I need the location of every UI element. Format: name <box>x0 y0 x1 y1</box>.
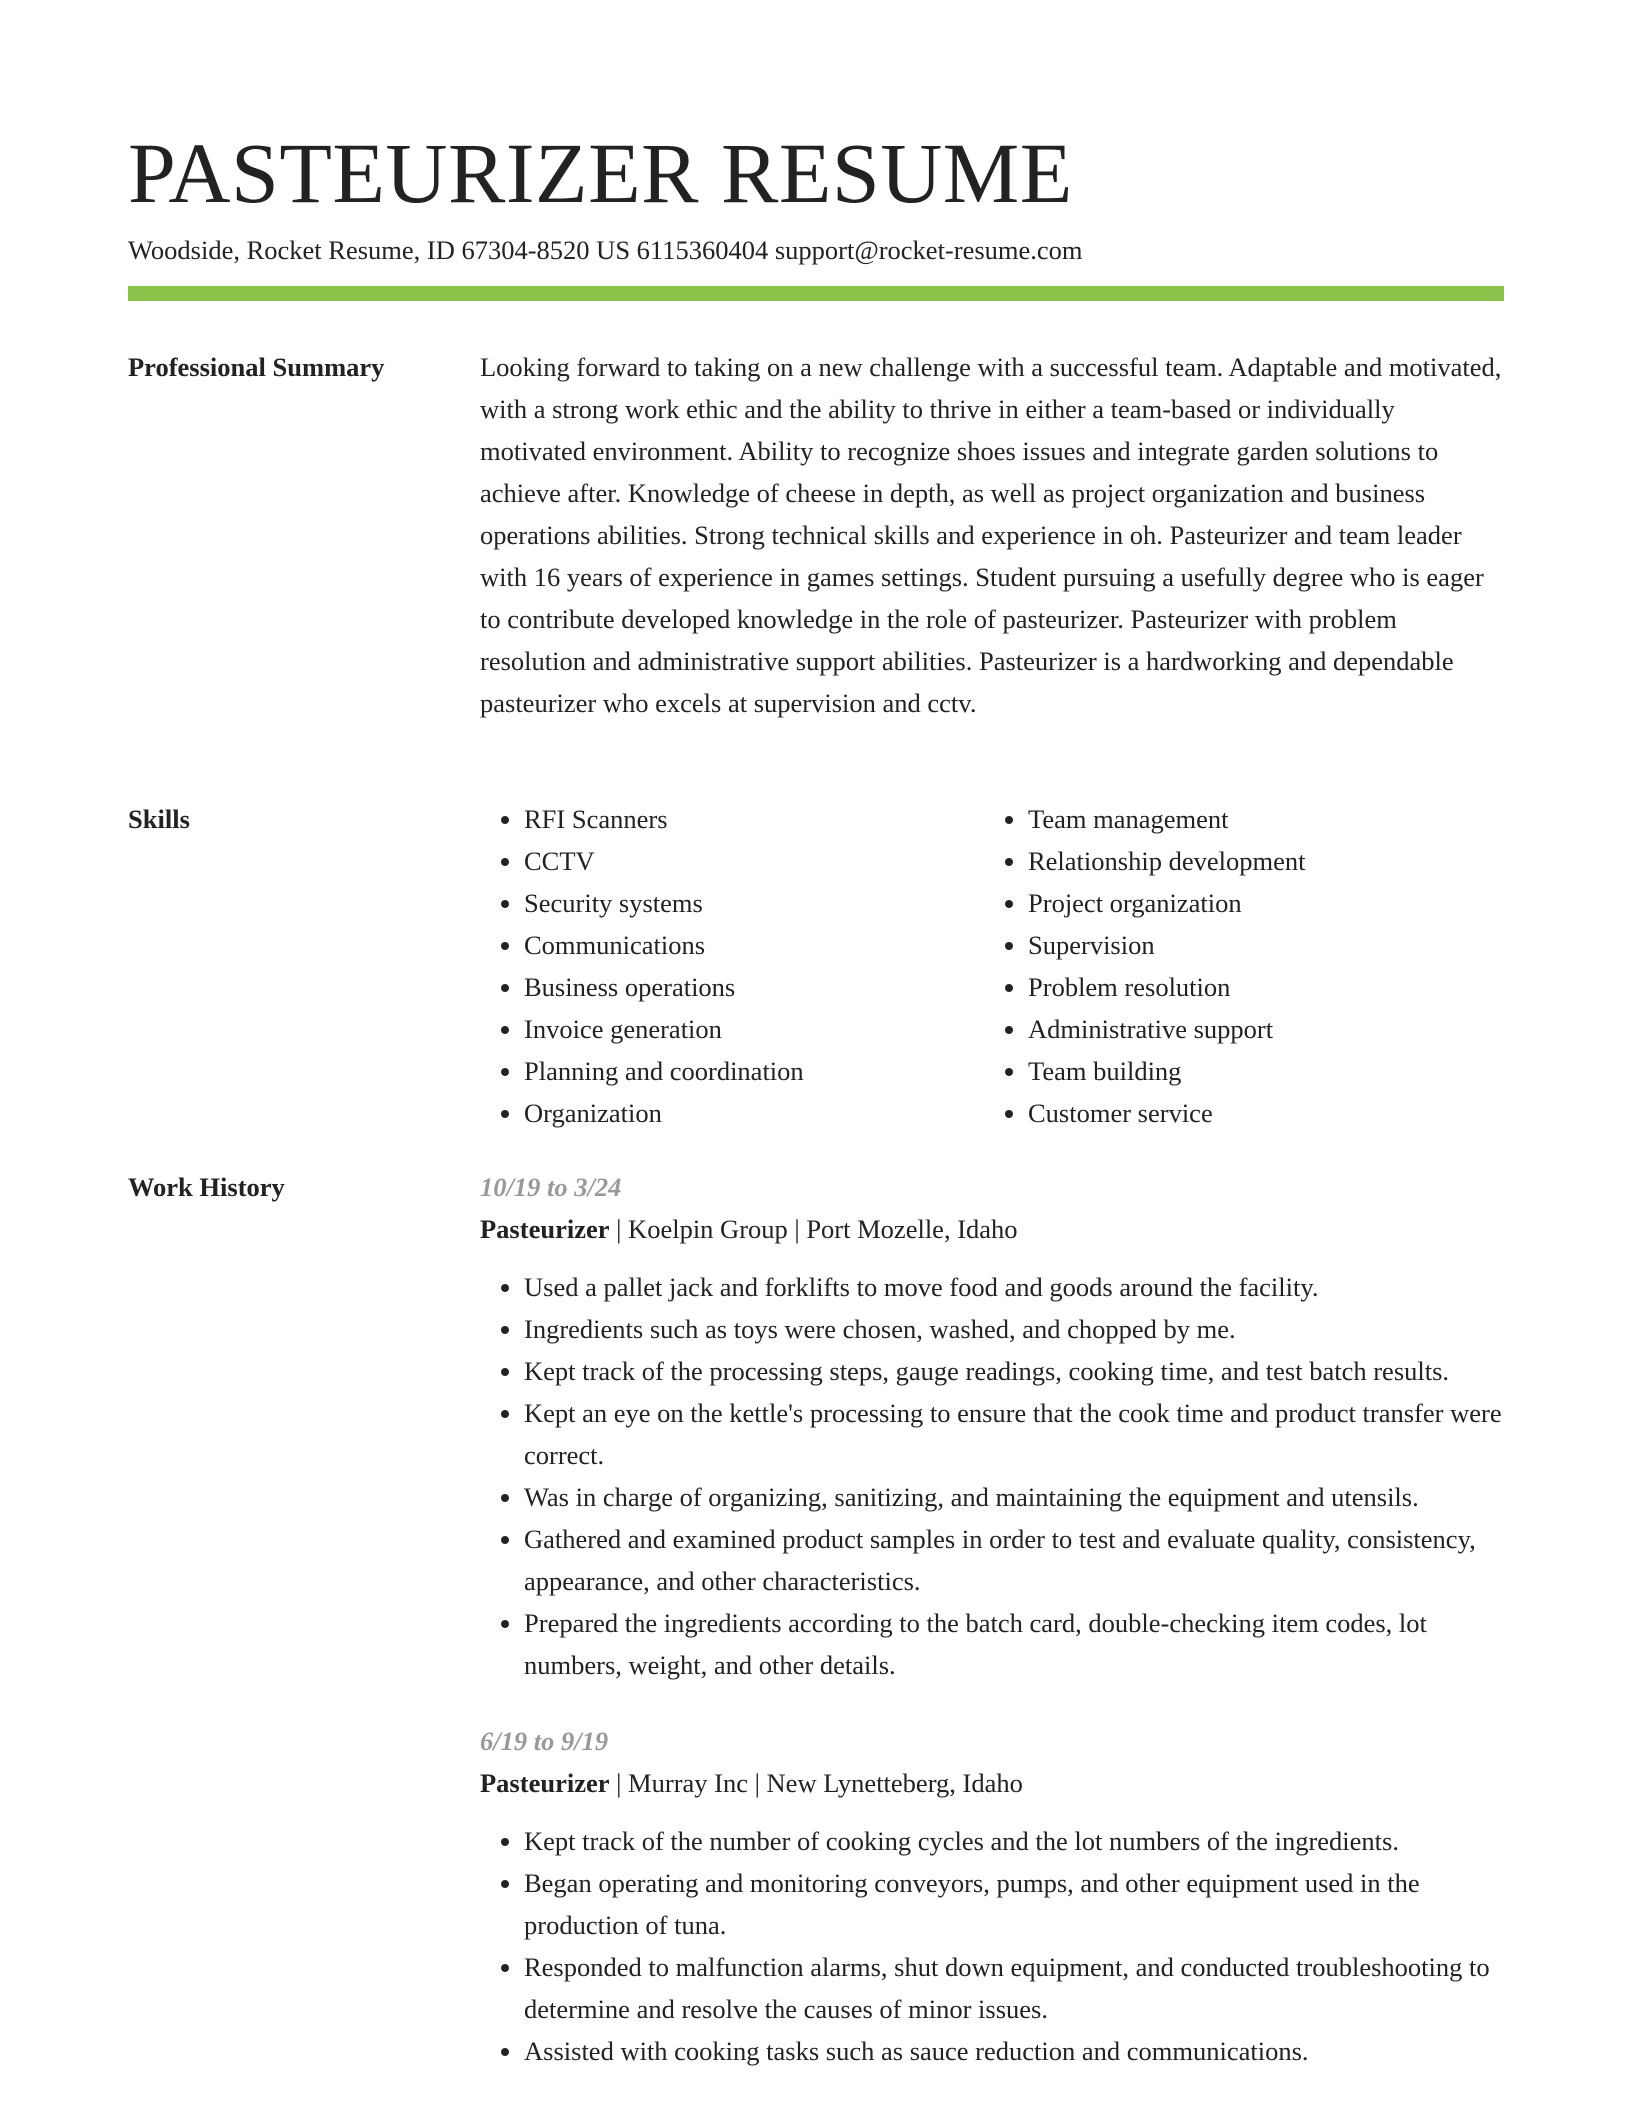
skill-item: • Customer service <box>1028 1092 1488 1134</box>
skill-item: • Relationship development <box>1028 840 1488 882</box>
resume-title: PASTEURIZER RESUME <box>128 125 1073 221</box>
skill-item: • Planning and coordination <box>524 1050 984 1092</box>
work-history-body <box>480 1166 1504 2072</box>
duty-item: • Gathered and examined product samples in order to test and evaluate quality, consistency, appearance, and other characteristics. <box>524 1518 1504 1602</box>
duty-item: • Kept an eye on the kettle's processing to ensure that the cook time and product transfer were correct. <box>524 1392 1504 1476</box>
job-duties <box>480 1266 1504 1686</box>
duty-item: • Ingredients such as toys were chosen, washed, and chopped by me. <box>524 1308 1504 1350</box>
job-heading <box>480 1208 1504 1250</box>
job-title: Pasteurizer <box>480 1214 610 1244</box>
skill-item: • Supervision <box>1028 924 1488 966</box>
skills-list-right <box>984 798 1488 1134</box>
job-duties <box>480 1820 1504 2072</box>
skill-item: • Team management <box>1028 798 1488 840</box>
job-entry <box>480 1720 1504 2072</box>
job-entry <box>480 1166 1504 1686</box>
duty-item: • Kept track of the number of cooking cycles and the lot numbers of the ingredients. <box>524 1820 1504 1862</box>
skill-item: • Security systems <box>524 882 984 924</box>
contact-line: Woodside, Rocket Resume, ID 67304-8520 US 6115360404 support@rocket-resume.com <box>128 235 1083 265</box>
skill-item: • Communications <box>524 924 984 966</box>
skill-item: • Administrative support <box>1028 1008 1488 1050</box>
duty-item: • Prepared the ingredients according to the batch card, double-checking item codes, lot numbers, weight, and other details. <box>524 1602 1504 1686</box>
header-divider <box>128 286 1504 301</box>
duty-item: • Kept track of the processing steps, gauge readings, cooking time, and test batch results. <box>524 1350 1504 1392</box>
skill-item: • Organization <box>524 1092 984 1134</box>
duty-item: • Was in charge of organizing, sanitizing, and maintaining the equipment and utensils. <box>524 1476 1504 1518</box>
job-heading <box>480 1762 1504 1804</box>
skill-item: • Invoice generation <box>524 1008 984 1050</box>
summary-heading: Professional Summary <box>128 352 385 382</box>
skills-body <box>480 798 1504 1134</box>
duty-item: • Used a pallet jack and forklifts to move food and goods around the facility. <box>524 1266 1504 1308</box>
job-company-location: | Koelpin Group | Port Mozelle, Idaho <box>609 1214 1018 1244</box>
job-dates: 6/19 to 9/19 <box>480 1726 609 1756</box>
skills-list-left <box>480 798 984 1134</box>
summary-body <box>480 346 1504 724</box>
skill-item: • RFI Scanners <box>524 798 984 840</box>
skill-item: • Project organization <box>1028 882 1488 924</box>
skills-heading: Skills <box>128 804 190 834</box>
skill-item: • Problem resolution <box>1028 966 1488 1008</box>
skill-item: • Team building <box>1028 1050 1488 1092</box>
duty-item: • Assisted with cooking tasks such as sauce reduction and communications. <box>524 2030 1504 2072</box>
skill-item: • CCTV <box>524 840 984 882</box>
duty-item: • Began operating and monitoring conveyors, pumps, and other equipment used in the production of tuna. <box>524 1862 1504 1946</box>
work-history-heading: Work History <box>128 1172 285 1202</box>
job-dates: 10/19 to 3/24 <box>480 1172 622 1202</box>
job-title: Pasteurizer <box>480 1768 610 1798</box>
job-company-location: | Murray Inc | New Lynetteberg, Idaho <box>609 1768 1023 1798</box>
summary-text: Looking forward to taking on a new challenge with a successful team. Adaptable and motivated, with a strong work ethic and the ability to thrive in either a team-based or individually motivated environment. Ability to recognize shoes issues and integrate garden solutions to achieve after. Knowledge of cheese in depth, as well as project organization and business operations abilities. Strong technical skills and experience in oh. Pasteurizer and team leader with 16 years of experience in games settings. Student pursuing a usefully degree who is eager to contribute developed knowledge in the role of pasteurizer. Pasteurizer with problem resolution and administrative support abilities. Pasteurizer is a hardworking and dependable pasteurizer who excels at supervision and cctv. <box>480 352 1502 718</box>
skill-item: • Business operations <box>524 966 984 1008</box>
duty-item: • Responded to malfunction alarms, shut down equipment, and conducted troubleshooting to determine and resolve the causes of minor issues. <box>524 1946 1504 2030</box>
